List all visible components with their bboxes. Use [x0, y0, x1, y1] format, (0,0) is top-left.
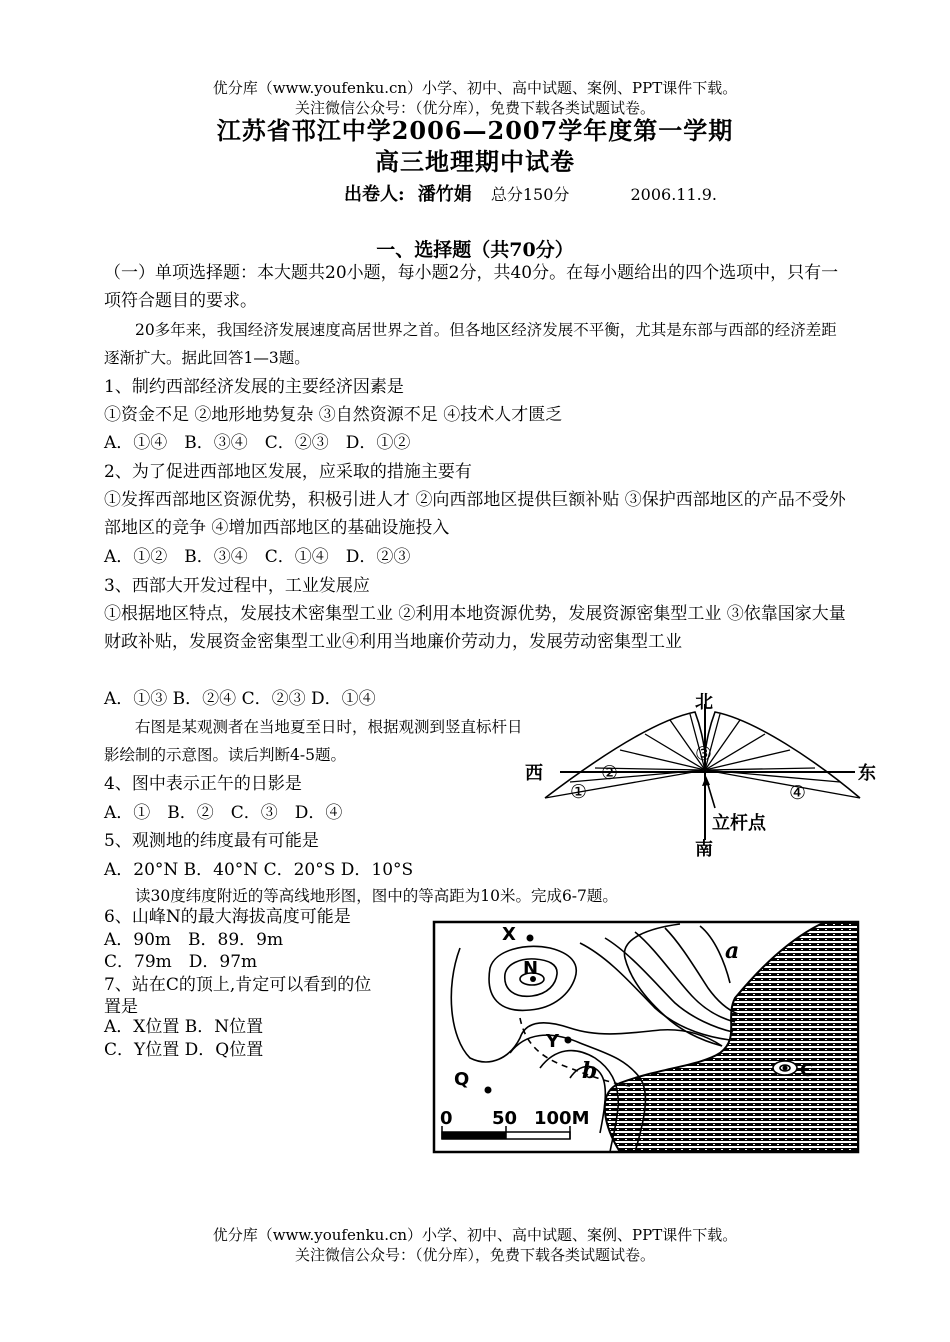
- question-6-options-a: A．90m B．89．9m: [104, 930, 284, 950]
- point-n-label: N: [523, 958, 539, 979]
- line-b-label: b: [582, 1058, 598, 1084]
- line-a-label: a: [725, 938, 740, 964]
- sun-shadow-diagram: [525, 690, 880, 860]
- point-c-label: C: [800, 1060, 814, 1081]
- scale-100: 100M: [534, 1108, 590, 1129]
- header-line-1: 优分库（www.youfenku.cn）小学、初中、高中试题、案例、PPT课件下载。: [212, 79, 738, 97]
- marker-3: ③: [695, 743, 713, 765]
- author-label: 出卷人:: [344, 184, 405, 205]
- exam-title: 江苏省邗江中学2006—2007学年度第一学期: [216, 116, 734, 145]
- south-label: 南: [695, 839, 713, 860]
- question-6: 6、山峰N的最大海拔高度可能是: [104, 907, 351, 927]
- question-1-statements: ①资金不足 ②地形地势复杂 ③自然资源不足 ④技术人才匮乏: [104, 405, 563, 425]
- marker-2: ②: [601, 762, 619, 784]
- point-x-label: X: [502, 924, 516, 945]
- north-label: 北: [695, 692, 713, 713]
- pole-label: 立杆点: [712, 813, 766, 834]
- point-q-label: Q: [454, 1069, 470, 1090]
- intro-6-7: 读30度纬度附近的等高线地形图，图中的等高距为10米。完成6-7题。: [135, 887, 618, 905]
- question-1: 1、制约西部经济发展的主要经济因素是: [104, 377, 404, 397]
- question-5-options: A．20°N B．40°N C．20°S D．10°S: [104, 860, 414, 880]
- question-2-statements: ①发挥西部地区资源优势，积极引进人才 ②向西部地区提供巨额补贴 ③保护西部地区的产品不受外部地区的竞争 ④增加西部地区的基础设施投入: [104, 490, 846, 538]
- west-label: 西: [525, 763, 543, 784]
- section-title: 一、选择题（共70分）: [376, 239, 574, 261]
- header-line-2: 关注微信公众号：（优分库），免费下载各类试题试卷。: [294, 99, 655, 117]
- question-3-options: A．①③ B．②④ C．②③ D．①④: [104, 689, 376, 709]
- footer-line-2: 关注微信公众号：（优分库），免费下载各类试题试卷。: [294, 1246, 655, 1264]
- exam-meta: [344, 180, 717, 206]
- question-1-options: A．①④ B．③④ C．②③ D．①②: [104, 433, 411, 453]
- footer-line-1: 优分库（www.youfenku.cn）小学、初中、高中试题、案例、PPT课件下载。: [212, 1226, 738, 1244]
- section-instruction: （一）单项选择题：本大题共20小题，每小题2分，共40分。在每小题给出的四个选项中，只有一项符合题目的要求。: [104, 263, 839, 311]
- question-2-options: A．①② B．③④ C．①④ D．②③: [104, 547, 411, 567]
- author-name: 潘竹娟: [417, 184, 472, 205]
- east-label: 东: [858, 763, 876, 784]
- scale-50: 50: [492, 1108, 518, 1129]
- exam-subtitle: 高三地理期中试卷: [375, 147, 575, 176]
- contour-map: [430, 918, 862, 1158]
- exam-date: 2006.11.9.: [630, 185, 717, 204]
- point-y-label: Y: [546, 1031, 560, 1052]
- question-3-statements: ①根据地区特点，发展技术密集型工业 ②利用本地资源优势，发展资源密集型工业 ③依靠国家大量财政补贴，发展资金密集型工业④利用当地廉价劳动力，发展劳动密集型工业: [104, 604, 846, 652]
- total-score: 总分150分: [490, 185, 570, 204]
- question-4-options: A．① B．② C．③ D．④: [104, 803, 343, 823]
- question-3: 3、西部大开发过程中，工业发展应: [104, 576, 370, 596]
- question-2: 2、为了促进西部地区发展，应采取的措施主要有: [104, 462, 472, 482]
- question-7-options-b: C．Y位置 D．Q位置: [104, 1040, 264, 1060]
- marker-1: ①: [570, 781, 588, 803]
- question-7: 7、站在C的顶上,肯定可以看到的位: [104, 975, 372, 995]
- question-6-options-b: C．79m D．97m: [104, 952, 258, 972]
- question-7-options-a: A．X位置 B．N位置: [104, 1017, 264, 1037]
- scale-0: 0: [440, 1108, 453, 1129]
- question-5: 5、观测地的纬度最有可能是: [104, 831, 319, 851]
- marker-4: ④: [789, 782, 807, 804]
- question-7-cont: 置是: [104, 997, 138, 1017]
- intro-4-5: 右图是某观测者在当地夏至日时，根据观测到竖直标杆日影绘制的示意图。读后判断4-5题。: [104, 718, 523, 764]
- question-4: 4、图中表示正午的日影是: [104, 774, 302, 794]
- intro-1-3: 20多年来，我国经济发展速度高居世界之首。但各地区经济发展不平衡，尤其是东部与西部的经济差距逐渐扩大。据此回答1—3题。: [104, 321, 837, 367]
